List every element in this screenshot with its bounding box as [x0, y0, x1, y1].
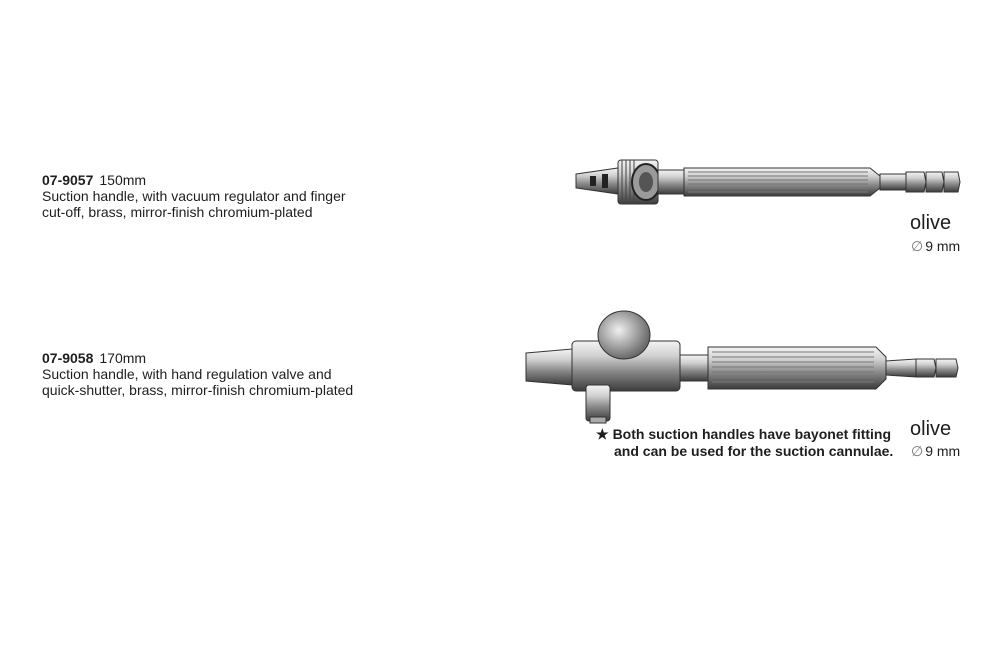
product-description-line1: Suction handle, with vacuum regulator and finger: [42, 188, 346, 204]
product-size: 170mm: [99, 350, 147, 366]
product-description-line2: quick-shutter, brass, mirror-finish chromium-plated: [42, 382, 354, 398]
product-description-line2: cut-off, brass, mirror-finish chromium-plated: [42, 204, 313, 220]
tip-diameter: [911, 443, 960, 460]
product-07-9057: [42, 172, 346, 220]
tip-diameter-value: 9 mm: [925, 443, 961, 459]
product-07-9058: [42, 350, 353, 398]
product-code: 07-9058: [42, 350, 94, 366]
suction-handle-07-9057-image: [570, 150, 970, 220]
diameter-icon: ∅: [911, 443, 924, 459]
bayonet-fitting-note: [596, 426, 893, 460]
tip-label: olive: [910, 418, 952, 440]
tip-diameter-value: 9 mm: [925, 238, 961, 254]
tip-label: olive: [910, 212, 952, 234]
product-size: 150mm: [99, 172, 147, 188]
star-icon: ★: [596, 426, 609, 442]
product-description-line1: Suction handle, with hand regulation valve and: [42, 366, 332, 382]
tip-diameter: [911, 238, 960, 255]
diameter-icon: ∅: [911, 238, 924, 254]
product-code: 07-9057: [42, 172, 94, 188]
note-line2: and can be used for the suction cannulae.: [614, 443, 894, 459]
note-line1: Both suction handles have bayonet fitting: [612, 426, 892, 442]
suction-handle-07-9058-image: [520, 305, 970, 430]
